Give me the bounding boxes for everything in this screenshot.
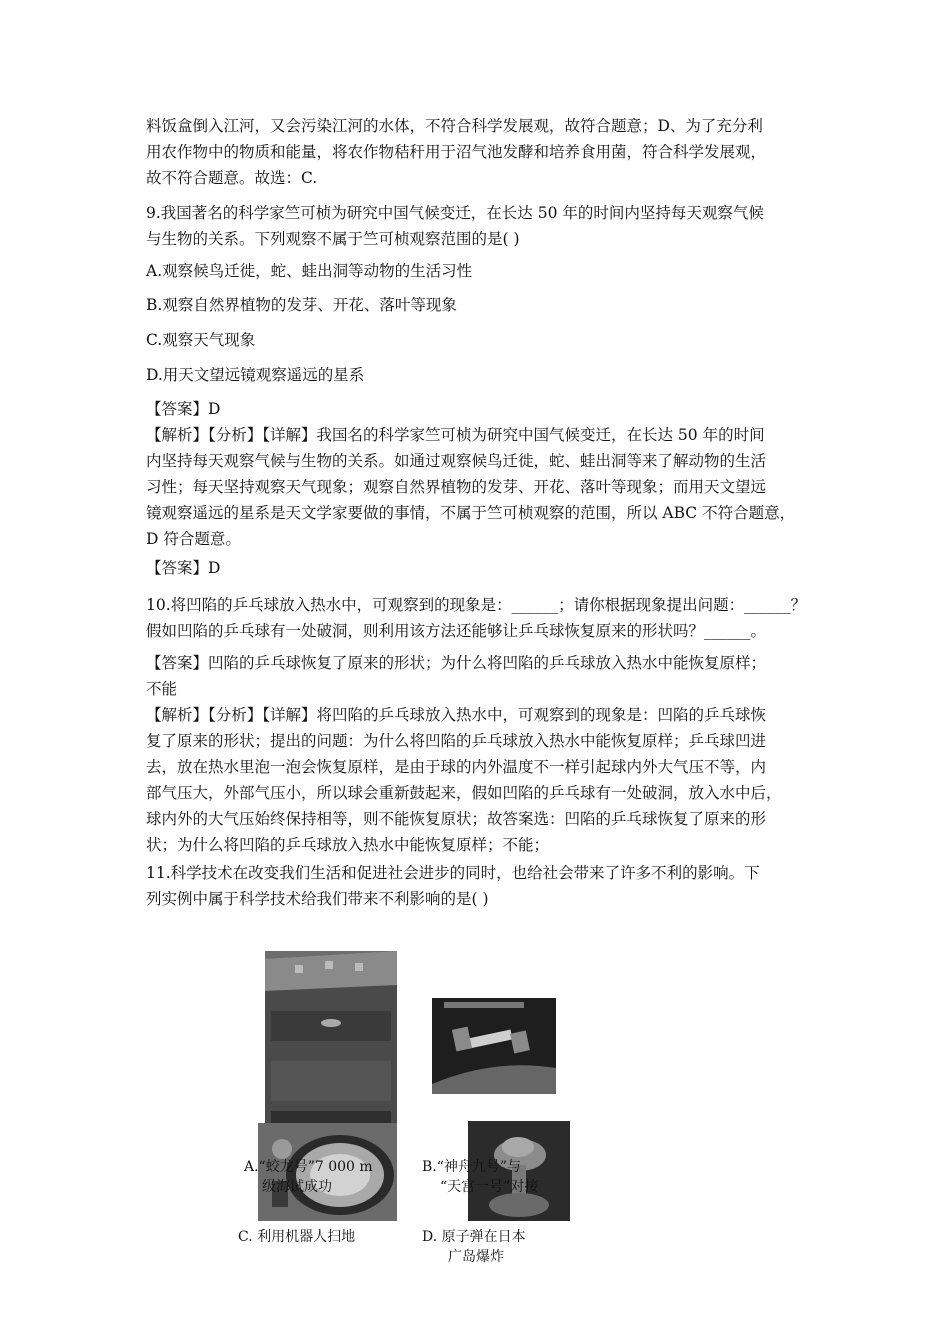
question-10-answer-explanation	[146, 650, 810, 858]
question-11-figure	[236, 945, 596, 1265]
text-line: A.观察候鸟迁徙，蛇、蛙出洞等动物的生活习性	[146, 262, 473, 280]
text-line: 【答案】D	[146, 400, 221, 418]
text-line: B.观察自然界植物的发芽、开花、落叶等现象	[146, 296, 457, 314]
ocean-depth-illustration	[265, 951, 397, 1151]
question-9-option-c	[146, 327, 810, 353]
caption-c	[238, 1227, 355, 1247]
caption-line: “天宫一号”对接	[440, 1179, 539, 1195]
text-line: 料饭盒倒入江河，又会污染江河的水体，不符合科学发展观，故符合题意；D、为了充分利	[146, 117, 763, 135]
caption-line: A.“蛟龙号”7 000 m	[244, 1159, 373, 1175]
text-line: 11.科学技术在改变我们生活和促进社会进步的同时，也给社会带来了许多不利的影响。下	[146, 864, 760, 882]
text-line: C.观察天气现象	[146, 331, 256, 349]
question-9-answer-explanation	[146, 396, 810, 552]
caption-line: B.“神舟九号”与	[422, 1159, 522, 1175]
text-line: 【解析】【分析】【详解】我国名的科学家竺可桢为研究中国气候变迁，在长达 50 年的时间	[146, 426, 765, 444]
text-line: 【答案】凹陷的乒乓球恢复了原来的形状；为什么将凹陷的乒乓球放入热水中能恢复原样；	[146, 654, 767, 672]
question-9-option-a	[146, 258, 810, 284]
caption-line: 级海试成功	[262, 1179, 332, 1195]
caption-line: C. 利用机器人扫地	[238, 1229, 356, 1245]
text-line: D 符合题意。	[146, 530, 241, 548]
caption-d	[422, 1227, 526, 1267]
text-line: 列实例中属于科学技术给我们带来不利影响的是( )	[146, 890, 489, 908]
text-line: 10.将凹陷的乒乓球放入热水中，可观察到的现象是：______；请你根据现象提出问题：______？	[146, 596, 807, 614]
question-10-stem	[146, 592, 810, 644]
text-line: 9.我国著名的科学家竺可桢为研究中国气候变迁，在长达 50 年的时间内坚持每天观察气候	[146, 204, 764, 222]
text-line: 不能	[146, 680, 178, 698]
spacecraft-docking-illustration	[432, 998, 556, 1094]
text-line: 去，放在热水里泡一泡会恢复原样，是由于球的内外温度不一样引起球内外大气压不等，内	[146, 758, 767, 776]
text-line: 部气压大，外部气压小，所以球会重新鼓起来，假如凹陷的乒乓球有一处破洞，放入水中后，	[146, 784, 782, 802]
question-9-answer-repeat	[146, 555, 810, 581]
photo-jiaolong-submersible	[265, 951, 397, 1151]
text-line: 故不符合题意。故选：C.	[146, 169, 318, 187]
text-line: 镜观察遥远的星系是天文学家要做的事情，不属于竺可桢观察的范围，所以 ABC 不符合题意，	[146, 504, 796, 522]
text-line: 状；为什么将凹陷的乒乓球放入热水中能恢复原样；不能；	[146, 836, 550, 854]
paragraph-prev-answer-end	[146, 113, 810, 191]
caption-line: D. 原子弹在日本	[422, 1229, 526, 1245]
text-line: 【解析】【分析】【详解】将凹陷的乒乓球放入热水中，可观察到的现象是：凹陷的乒乓球恢	[146, 706, 767, 724]
photo-shenzhou-tiangong-docking	[432, 998, 556, 1094]
text-line: 习性；每天坚持观察天气现象；观察自然界植物的发芽、开花、落叶等现象；而用天文望远	[146, 478, 767, 496]
text-line: 内坚持每天观察气候与生物的关系。如通过观察候鸟迁徙，蛇、蛙出洞等来了解动物的生活	[146, 452, 767, 470]
text-line: D.用天文望远镜观察遥远的星系	[146, 366, 365, 384]
question-11-stem	[146, 860, 810, 912]
caption-a	[244, 1157, 373, 1197]
text-line: 球内外的大气压始终保持相等，则不能恢复原状；故答案选：凹陷的乒乓球恢复了原来的形	[146, 810, 767, 828]
question-9-stem	[146, 200, 810, 252]
text-line: 用农作物中的物质和能量，将农作物秸秆用于沼气池发酵和培养食用菌，符合科学发展观，	[146, 143, 767, 161]
caption-b	[422, 1157, 538, 1197]
text-line: 复了原来的形状；提出的问题：为什么将凹陷的乒乓球放入热水中能恢复原样；乒乓球凹进	[146, 732, 767, 750]
question-9-option-d	[146, 362, 810, 388]
caption-line: 广岛爆炸	[448, 1249, 504, 1265]
text-line: 与生物的关系。下列观察不属于竺可桢观察范围的是( )	[146, 230, 520, 248]
text-line: 【答案】D	[146, 559, 221, 577]
text-line: 假如凹陷的乒乓球有一处破洞，则利用该方法还能够让乒乓球恢复原来的形状吗？______。	[146, 622, 767, 640]
question-9-option-b	[146, 292, 810, 318]
